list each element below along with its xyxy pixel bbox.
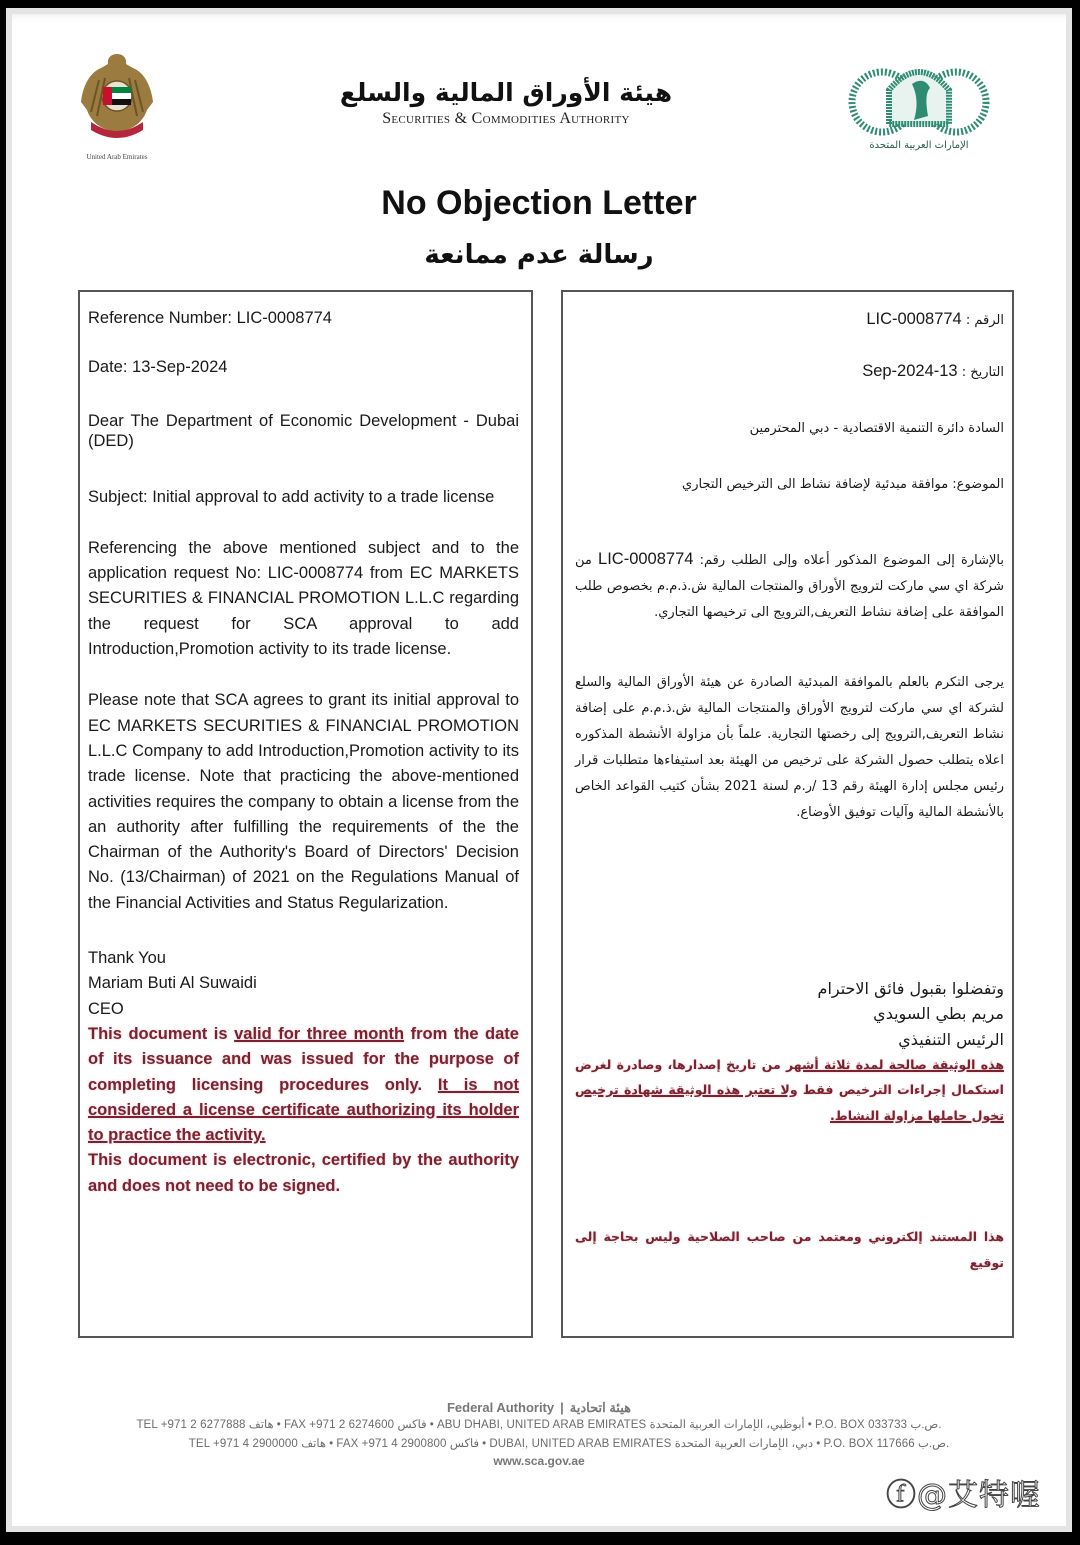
body-paragraph-2: Please note that SCA agrees to grant its initial approval to EC MARKETS SECURITIES & FINANCIAL PROMOTION L.L.C Company to add Introduction,Promotion activity to its trade license. Note that practicing the above-mentioned activities requires the company to obtain a license from the an authority after fulfilling the requirements of the the Chairman of the Authority's Board of Directors' Decision No. (13/Chairman) of 2021 on the Regulations Manual of the Financial Activities and Status Regularization. [88,691,519,912]
social-watermark: ⓕ@艾特喔 [886,1478,1041,1513]
sca-logo [844,54,994,154]
letter-date: Date: 13-Sep-2024 [88,358,228,377]
body-paragraph-1-arabic: بالإشارة إلى الموضوع المذكور أعلاه وإلى الطلب رقم: LIC-0008774 من شركة اي سي ماركت لترويج الأوراق والمنتجات المالية ش.ذ.م.م بخصوص طلب الموافقة على إضافة نشاط التعريف,الترويج الى ترخيصها التجاري. [575,550,1004,620]
letterhead-footer [6,1400,1072,1468]
letter-date-arabic: التاريخ : Sep-2024-13 [862,362,1004,380]
signatory-title-arabic: الرئيس التنفيذي [898,1029,1004,1049]
website-link[interactable]: www.sca.gov.ae [493,1454,585,1468]
closing-arabic: وتفضلوا بقبول فائق الاحترام [817,979,1004,998]
subject-line: Subject: Initial approval to add activity to a trade license [88,487,495,506]
salutation-arabic: السادة دائرة التنمية الاقتصادية - دبي المحترمين [749,421,1004,436]
electronic-notice: This document is electronic, certified by the authority and does not need to be signed. [88,1151,519,1195]
signatory-name: Mariam Buti Al Suwaidi [88,974,257,993]
authority-header [326,78,686,128]
validity-notice: This document is valid for three month from the date of its issuance and was issued for the purpose of completing licensing procedures only. It is not considered a license certificate authorizing its holder to practice the activity. [88,1024,519,1145]
federal-authority-label: Federal Authority | هيئة اتحادية [446,1400,632,1415]
svg-text:الإمارات العربية المتحدة: الإمارات العربية المتحدة [869,140,969,151]
salutation: Dear The Department of Economic Development - Dubai (DED) [88,411,519,450]
sca-falcon-logo-icon [844,54,994,154]
body-paragraph-1: Referencing the above mentioned subject and to the application request No: LIC-0008774 from EC MARKETS SECURITIES & FINANCIAL PROMOTION L.L.C regarding the request for SCA approval to add Introduction,Promotion activity to its trade license. [88,538,519,659]
abu-dhabi-contact: TEL +971 2 6277888 هاتف • FAX +971 2 6274600 فاكس • ABU DHABI, UNITED ARAB EMIRATES أبوظبي، الإمارات العربية المتحدة • P.O. BOX 033733 ص.ب. [136,1419,942,1431]
signature-block-arabic [575,976,1004,1052]
reference-number-arabic: الرقم : LIC-0008774 [866,310,1004,328]
letter-page [6,8,1072,1532]
reference-number: Reference Number: LIC-0008774 [88,309,332,327]
english-letter-column [78,290,533,1338]
signatory-name-arabic: مريم بطي السويدي [873,1004,1004,1024]
validity-notice-arabic: هذه الوثيقة صالحة لمدة ثلاثة أشهر من تاريخ إصدارها، وصادرة لغرض استكمال إجراءات الترخيص فقط ولا تعتبر هذه الوثيقة شهادة ترخيص تخول حاملها مزاولة النشاط. [575,1056,1004,1123]
uae-emblem [72,50,162,161]
document-title: No Objection Letter [381,184,697,222]
body-paragraph-2-arabic: يرجى التكرم بالعلم بالموافقة المبدئية الصادرة عن هيئة الأوراق المالية والسلع لشركة اي سي ماركت لترويج الأوراق والمنتجات المالية ش.ذ.م.م على إضافة نشاط التعريف,الترويج إلى رخصتها التجارية. علماً بأن مزاولة الأنشطة المذكوره اعلاه يتطلب حصول الشركة على ترخيص من الهيئة بعد استيفاءها متطلبات قرار رئيس مجلس إدارة الهيئة رقم 13 /ر.م لسنة 2021 بشأن كتيب القواعد الخاص بالأنشطة المالية وآليات توفيق الأوضاع. [575,675,1004,820]
document-title-arabic: رسالة عدم ممانعة [424,240,654,270]
signatory-title: CEO [88,999,124,1018]
electronic-notice-arabic: هذا المستند إلكتروني ومعتمد من صاحب الصلاحية وليس بحاجة إلى توقيع [575,1229,1004,1270]
authority-name-english: Securities & Commodities Authority [382,110,630,127]
dubai-contact: TEL +971 4 2900000 هاتف • FAX +971 4 2900800 فاكس • DUBAI, UNITED ARAB EMIRATES دبي، الإمارات العربية المتحدة • P.O. BOX 117666 ص.ب. [188,1438,950,1450]
falcon-emblem-icon [77,50,157,146]
subject-line-arabic: الموضوع: موافقة مبدئية لإضافة نشاط الى الترخيص التجاري [682,477,1004,492]
arabic-letter-column [561,290,1014,1338]
emblem-caption: United Arab Emirates [86,153,148,161]
authority-name-arabic: هيئة الأوراق المالية والسلع [339,78,673,107]
signature-block [88,946,519,1022]
closing: Thank You [88,949,166,968]
